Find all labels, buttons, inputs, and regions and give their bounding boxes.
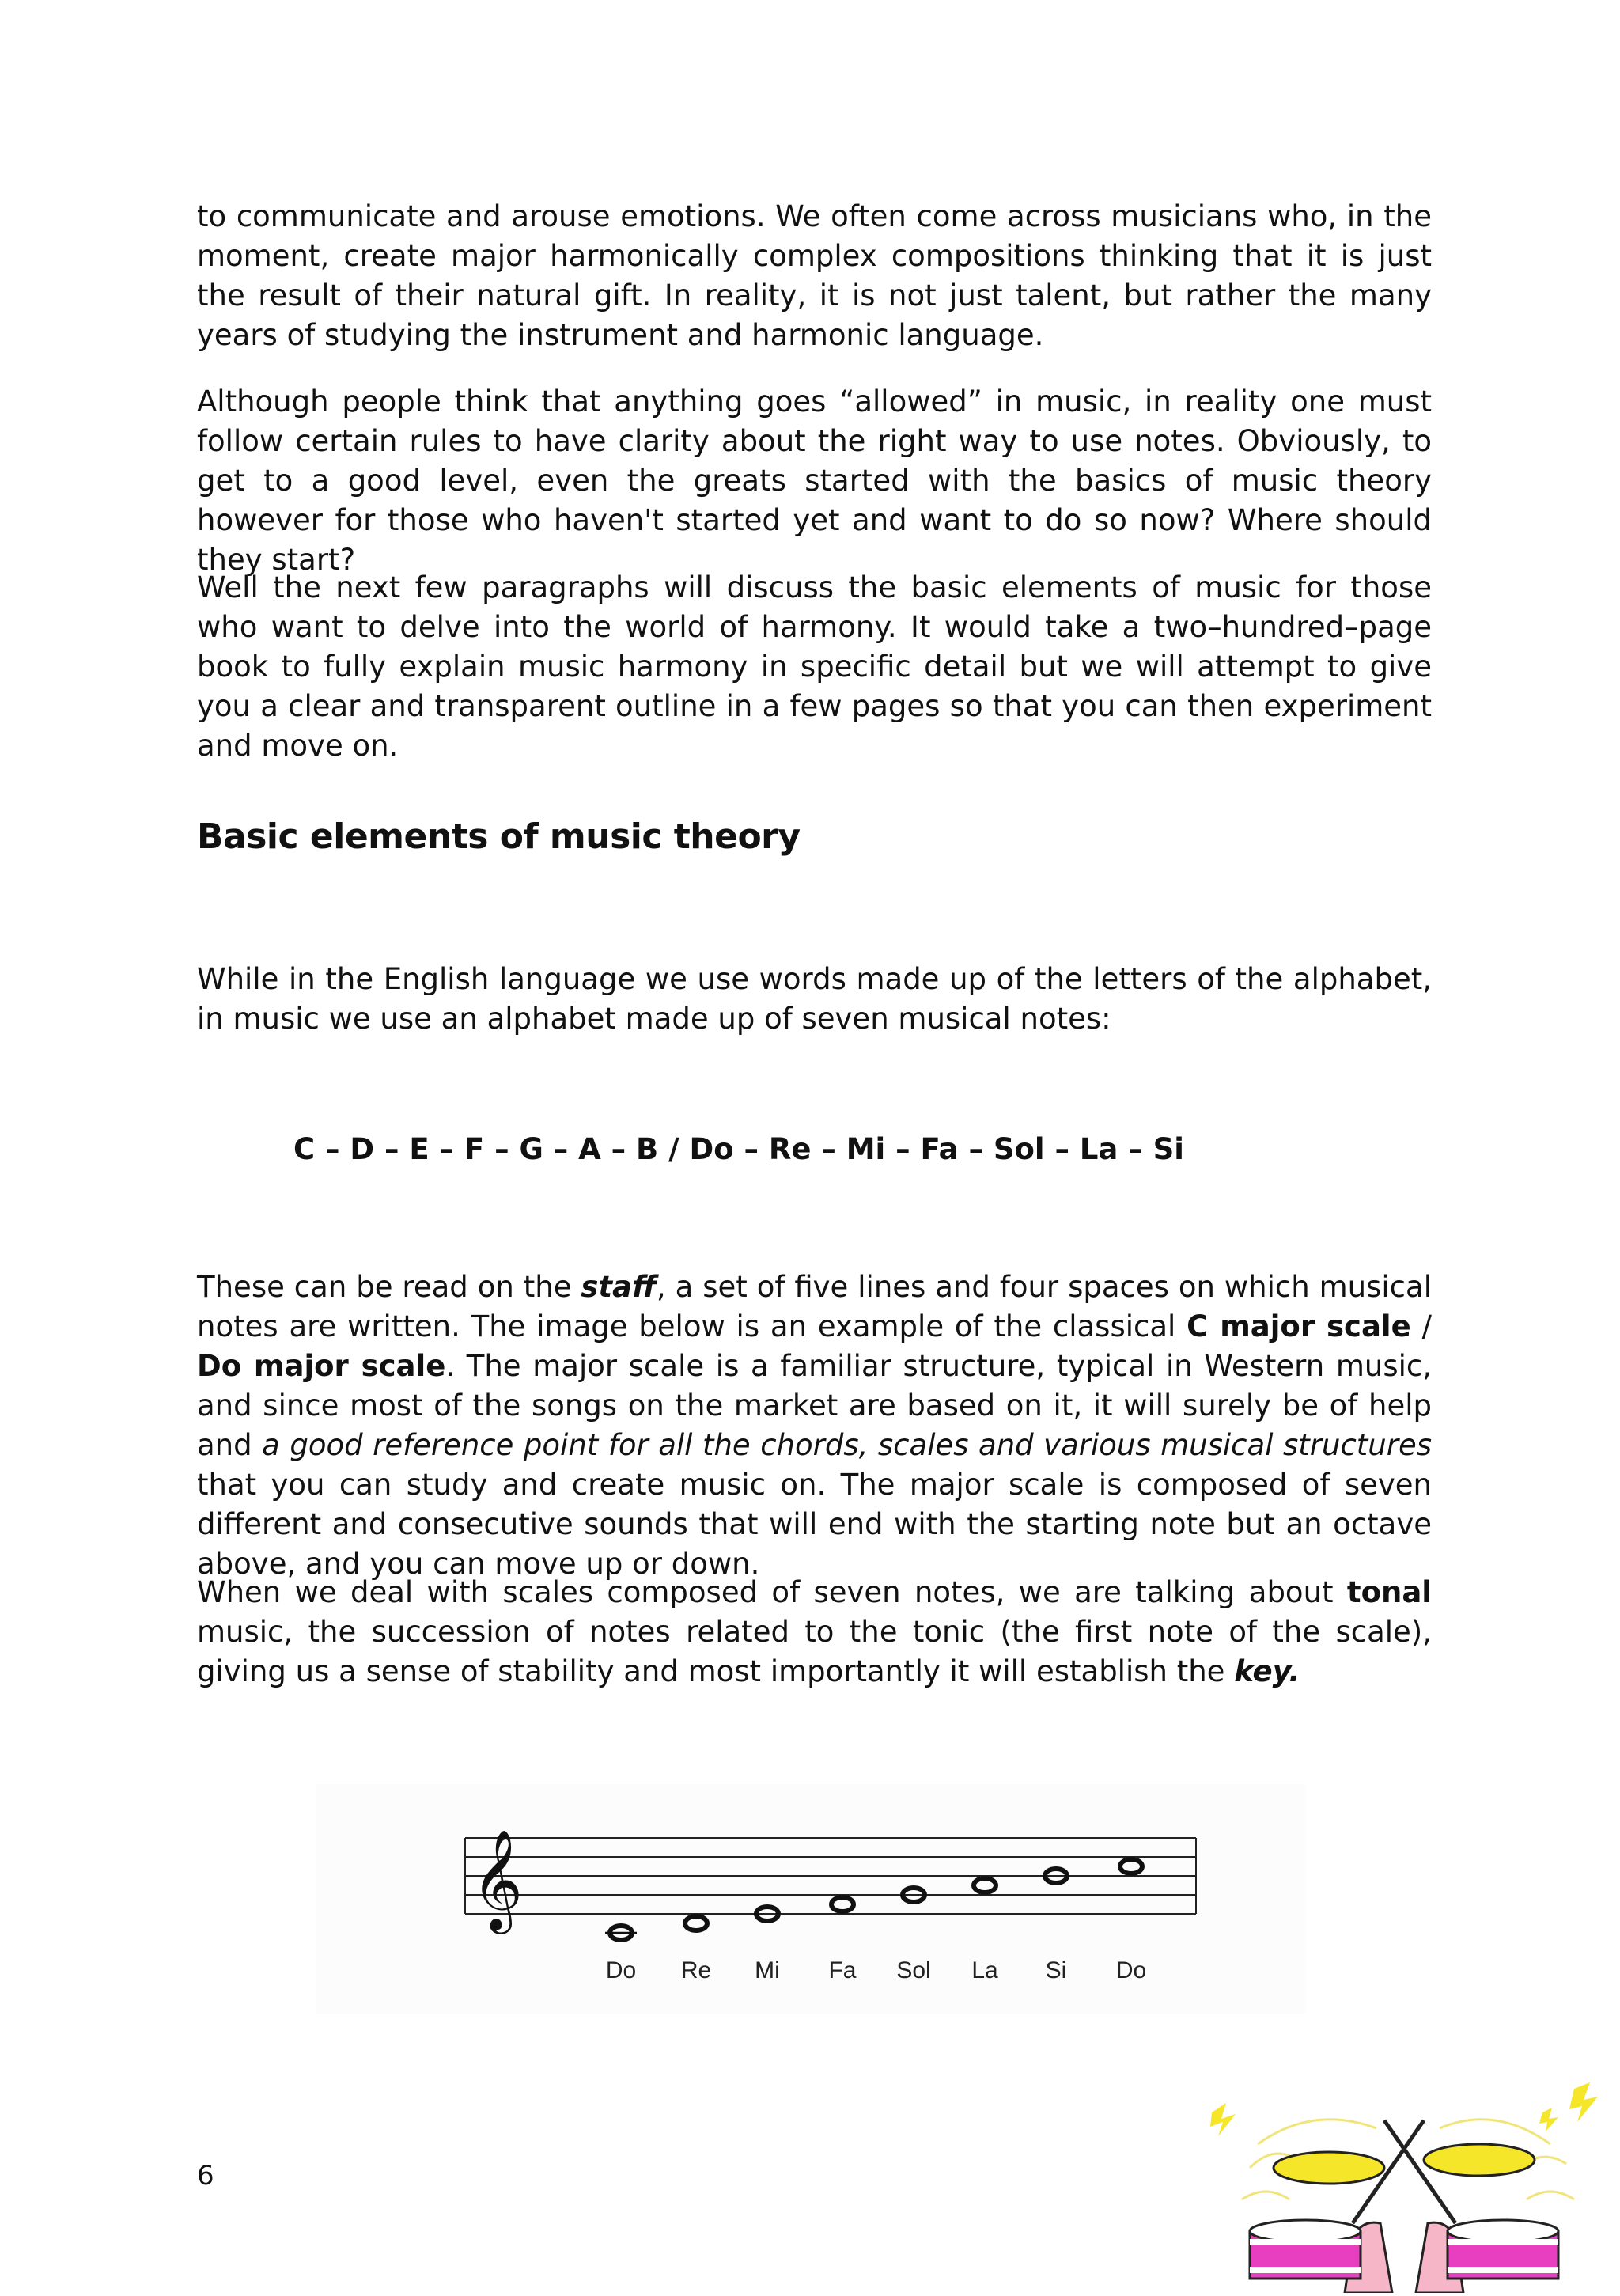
section-heading: Basic elements of music theory xyxy=(197,816,801,857)
scale-label: Mi xyxy=(755,1957,780,1983)
page-number: 6 xyxy=(197,2160,214,2192)
scale-label: La xyxy=(971,1957,998,1983)
paragraph-intro-2: Although people think that anything goes “allowed” in music, in reality one must follow certain rules to have clarity about the right way to use notes. Obviously, to get to a good level, even the greats started with the basics of music theory however for those who haven't started yet and want to do so now? Where should they start? xyxy=(197,385,1432,577)
c-major-term: C major scale xyxy=(1187,1309,1411,1343)
staff-term: staff xyxy=(581,1270,657,1304)
key-term: key. xyxy=(1234,1654,1300,1688)
tonal-term: tonal xyxy=(1346,1575,1432,1609)
do-major-term: Do major scale xyxy=(197,1349,446,1383)
scale-label: Do xyxy=(605,1957,637,1983)
lightning-icon xyxy=(1569,2082,1598,2122)
scale-label: Do xyxy=(1115,1957,1147,1983)
paragraph-alphabet-intro: While in the English language we use words made up of the letters of the alphabet, in music we use an alphabet made up of seven musical notes: xyxy=(197,962,1432,1036)
note-fa xyxy=(831,1897,854,1911)
cymbal-right xyxy=(1424,2144,1535,2176)
drums-illustration xyxy=(1194,2081,1614,2293)
scale-label: Si xyxy=(1045,1957,1067,1983)
paragraph-staff: These can be read on the staff, a set of five lines and four spaces on which musical notes are written. The image below is an example of the classical C major scale / Do major scale. The major scale is a familiar structure, typical in Western music, and since most of the songs on the market are based on it, it will surely be of help and a good reference point for all the chords, scales and various musical structures that you can study and create music on. The major scale is composed of seven different and consecutive sounds that will end with the starting note but an octave above, and you can move up or down. xyxy=(197,1270,1433,1581)
drum-right xyxy=(1448,2220,1558,2279)
reference-phrase: a good reference point for all the chords, scales and various musical structures xyxy=(262,1428,1433,1462)
staff-svg xyxy=(316,1784,1305,2014)
notes-alphabet-line: C – D – E – F – G – A – B / Do – Re – Mi – Fa – Sol – La – Si xyxy=(293,1132,1184,1166)
note-la xyxy=(974,1878,996,1892)
scale-notes xyxy=(605,1859,1142,1940)
scale-label: Re xyxy=(680,1957,712,1983)
drum-left xyxy=(1250,2220,1361,2279)
lightning-icon xyxy=(1210,2103,1236,2136)
scale-label: Sol xyxy=(896,1957,931,1983)
paragraph-intro-3: Well the next few paragraphs will discuss the basic elements of music for those who want to delve into the world of harmony. It would take a two–hundred–page book to fully explain music harmony in specific detail but we will attempt to give you a clear and transparent outline in a few pages so that you can then experiment and move on. xyxy=(197,570,1432,763)
scale-labels xyxy=(606,1957,1146,1983)
paragraph-intro-1: to communicate and arouse emotions. We often come across musicians who, in the moment, create major harmonically complex compositions thinking that it is just the result of their natural gift. In reality, it is not just talent, but rather the many years of studying the instrument and harmonic language. xyxy=(197,199,1432,352)
drums-icon xyxy=(1194,2081,1614,2293)
paragraph-tonal: When we deal with scales composed of seven notes, we are talking about tonal music, the succession of notes related to the tonic (the first note of the scale), giving us a sense of stability and most importantly it will establish the key. xyxy=(197,1575,1432,1688)
lightning-icon xyxy=(1539,2108,1558,2131)
note-re xyxy=(685,1916,707,1930)
c-major-scale-figure xyxy=(316,1784,1305,2014)
treble-clef-icon: 𝄞 xyxy=(471,1828,524,1930)
note-do-high xyxy=(1120,1859,1142,1874)
cymbal-left xyxy=(1274,2152,1384,2184)
scale-label: Fa xyxy=(828,1957,857,1983)
